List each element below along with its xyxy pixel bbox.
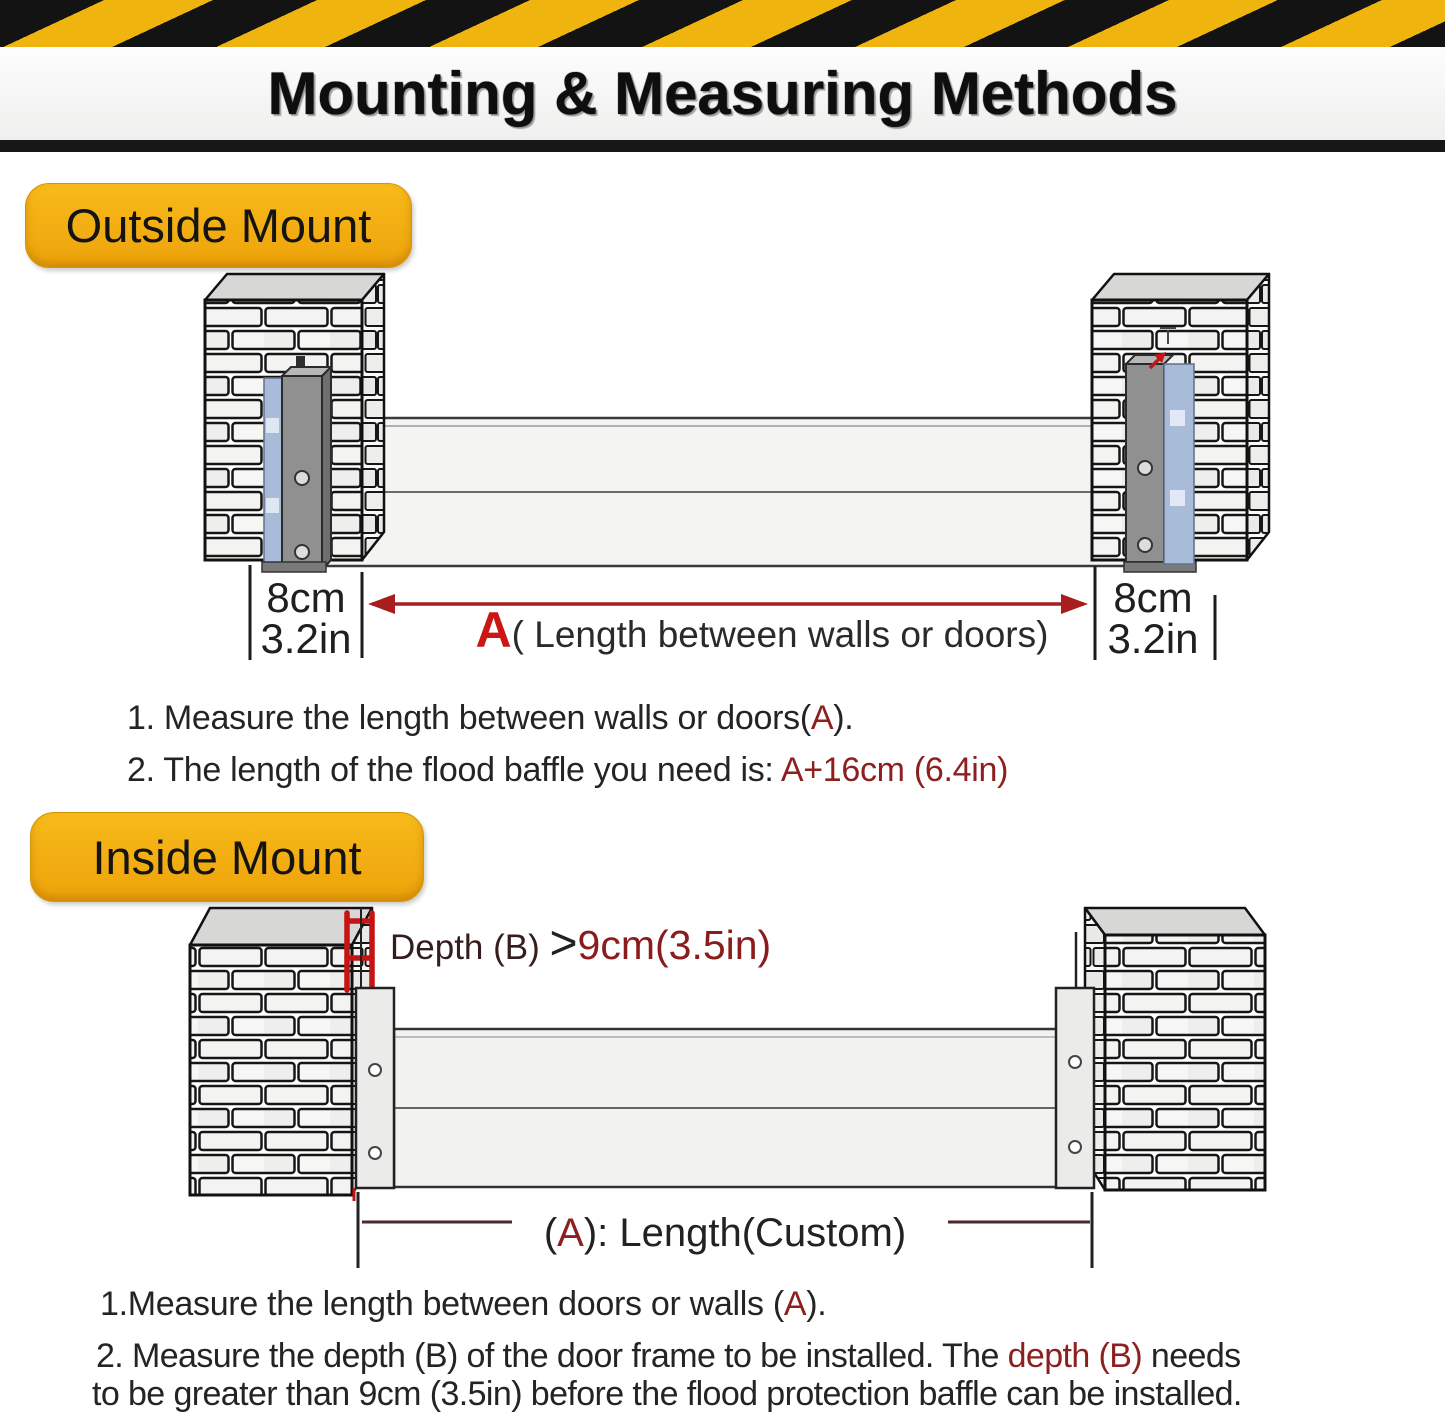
pillar-side-face: [1247, 274, 1269, 560]
inside-step-2-line-1: [96, 1337, 1241, 1376]
dimension-right: [1095, 566, 1215, 662]
pillar-front-face: [1105, 935, 1265, 1190]
outside-step-2: [127, 751, 1008, 790]
length-dimension: [358, 1192, 1092, 1268]
screw-hole: [295, 545, 309, 559]
screw-hole: [1138, 461, 1152, 475]
length-caption: (A): Length(Custom): [543, 1211, 907, 1255]
inside-mount-diagram: [0, 900, 1445, 1272]
wall-channel-left: [354, 988, 394, 1201]
flood-barrier-panels: [322, 418, 1135, 566]
step-text: ).: [833, 699, 854, 737]
bracket-base: [262, 562, 326, 572]
dimension-left: [250, 565, 362, 662]
screw-hole: [369, 1064, 381, 1076]
step-text: 2. Measure the depth (B) of the door frame to be installed. The: [96, 1337, 1008, 1375]
wall-channel-right: [1056, 988, 1094, 1188]
step-letter-a: A: [783, 1285, 807, 1323]
pillar-front-face: [190, 945, 352, 1195]
span-caption: A( Length between walls or doors): [475, 602, 1049, 658]
title-band: [0, 47, 1445, 140]
brick-pillar-right: [1085, 908, 1265, 1190]
pillar-top-face: [205, 274, 384, 300]
screw-hole: [1069, 1141, 1081, 1153]
depth-caption: Depth (B) >9cm(3.5in): [390, 917, 772, 970]
outside-mount-label: [25, 183, 412, 268]
step-text: 1.Measure the length between doors or walls (: [100, 1285, 784, 1323]
pillar-top-face: [1085, 908, 1265, 935]
step-text: 1. Measure the length between walls or doors(: [127, 699, 811, 737]
pillar-top-face: [1092, 274, 1269, 300]
step-formula: A+16cm (6.4in): [780, 751, 1009, 789]
pillar-side-face: [362, 274, 384, 560]
screw-hole: [295, 471, 309, 485]
step-text: to be greater than 9cm (3.5in) before the flood protection baffle can be installed.: [92, 1375, 1242, 1413]
outside-mount-label-text: Outside Mount: [65, 199, 372, 252]
outside-mount-diagram: [0, 260, 1445, 665]
step-letter-a: A: [810, 699, 834, 737]
dimension-span-arrow: [368, 594, 1088, 658]
header-divider-bar: [0, 140, 1445, 152]
dim-left-in: 3.2in: [260, 615, 352, 662]
step-text: ).: [806, 1285, 827, 1323]
dim-right-in: 3.2in: [1107, 615, 1199, 662]
inside-mount-label-text: Inside Mount: [92, 830, 362, 884]
flood-barrier-panels: [394, 1029, 1062, 1187]
screw-hole: [369, 1147, 381, 1159]
page-title: Mounting & Measuring Methods: [267, 60, 1178, 127]
screw-hole: [1069, 1056, 1081, 1068]
dim-right-cm: 8cm: [1113, 574, 1193, 621]
inside-mount-label: [30, 812, 424, 902]
hazard-stripe-banner: [0, 0, 1445, 47]
step-text: needs: [1142, 1337, 1241, 1375]
wall-channel-right: [1164, 364, 1194, 564]
inside-step-1: [100, 1285, 826, 1324]
dim-left-cm: 8cm: [266, 574, 346, 621]
screw-hole: [1138, 538, 1152, 552]
step-depth-b: depth (B): [1007, 1337, 1143, 1375]
outside-step-1: [127, 699, 853, 738]
wall-channel-left: [264, 378, 282, 564]
step-text: 2. The length of the flood baffle you need is:: [127, 751, 781, 789]
inside-step-2-line-2: [92, 1375, 1242, 1414]
